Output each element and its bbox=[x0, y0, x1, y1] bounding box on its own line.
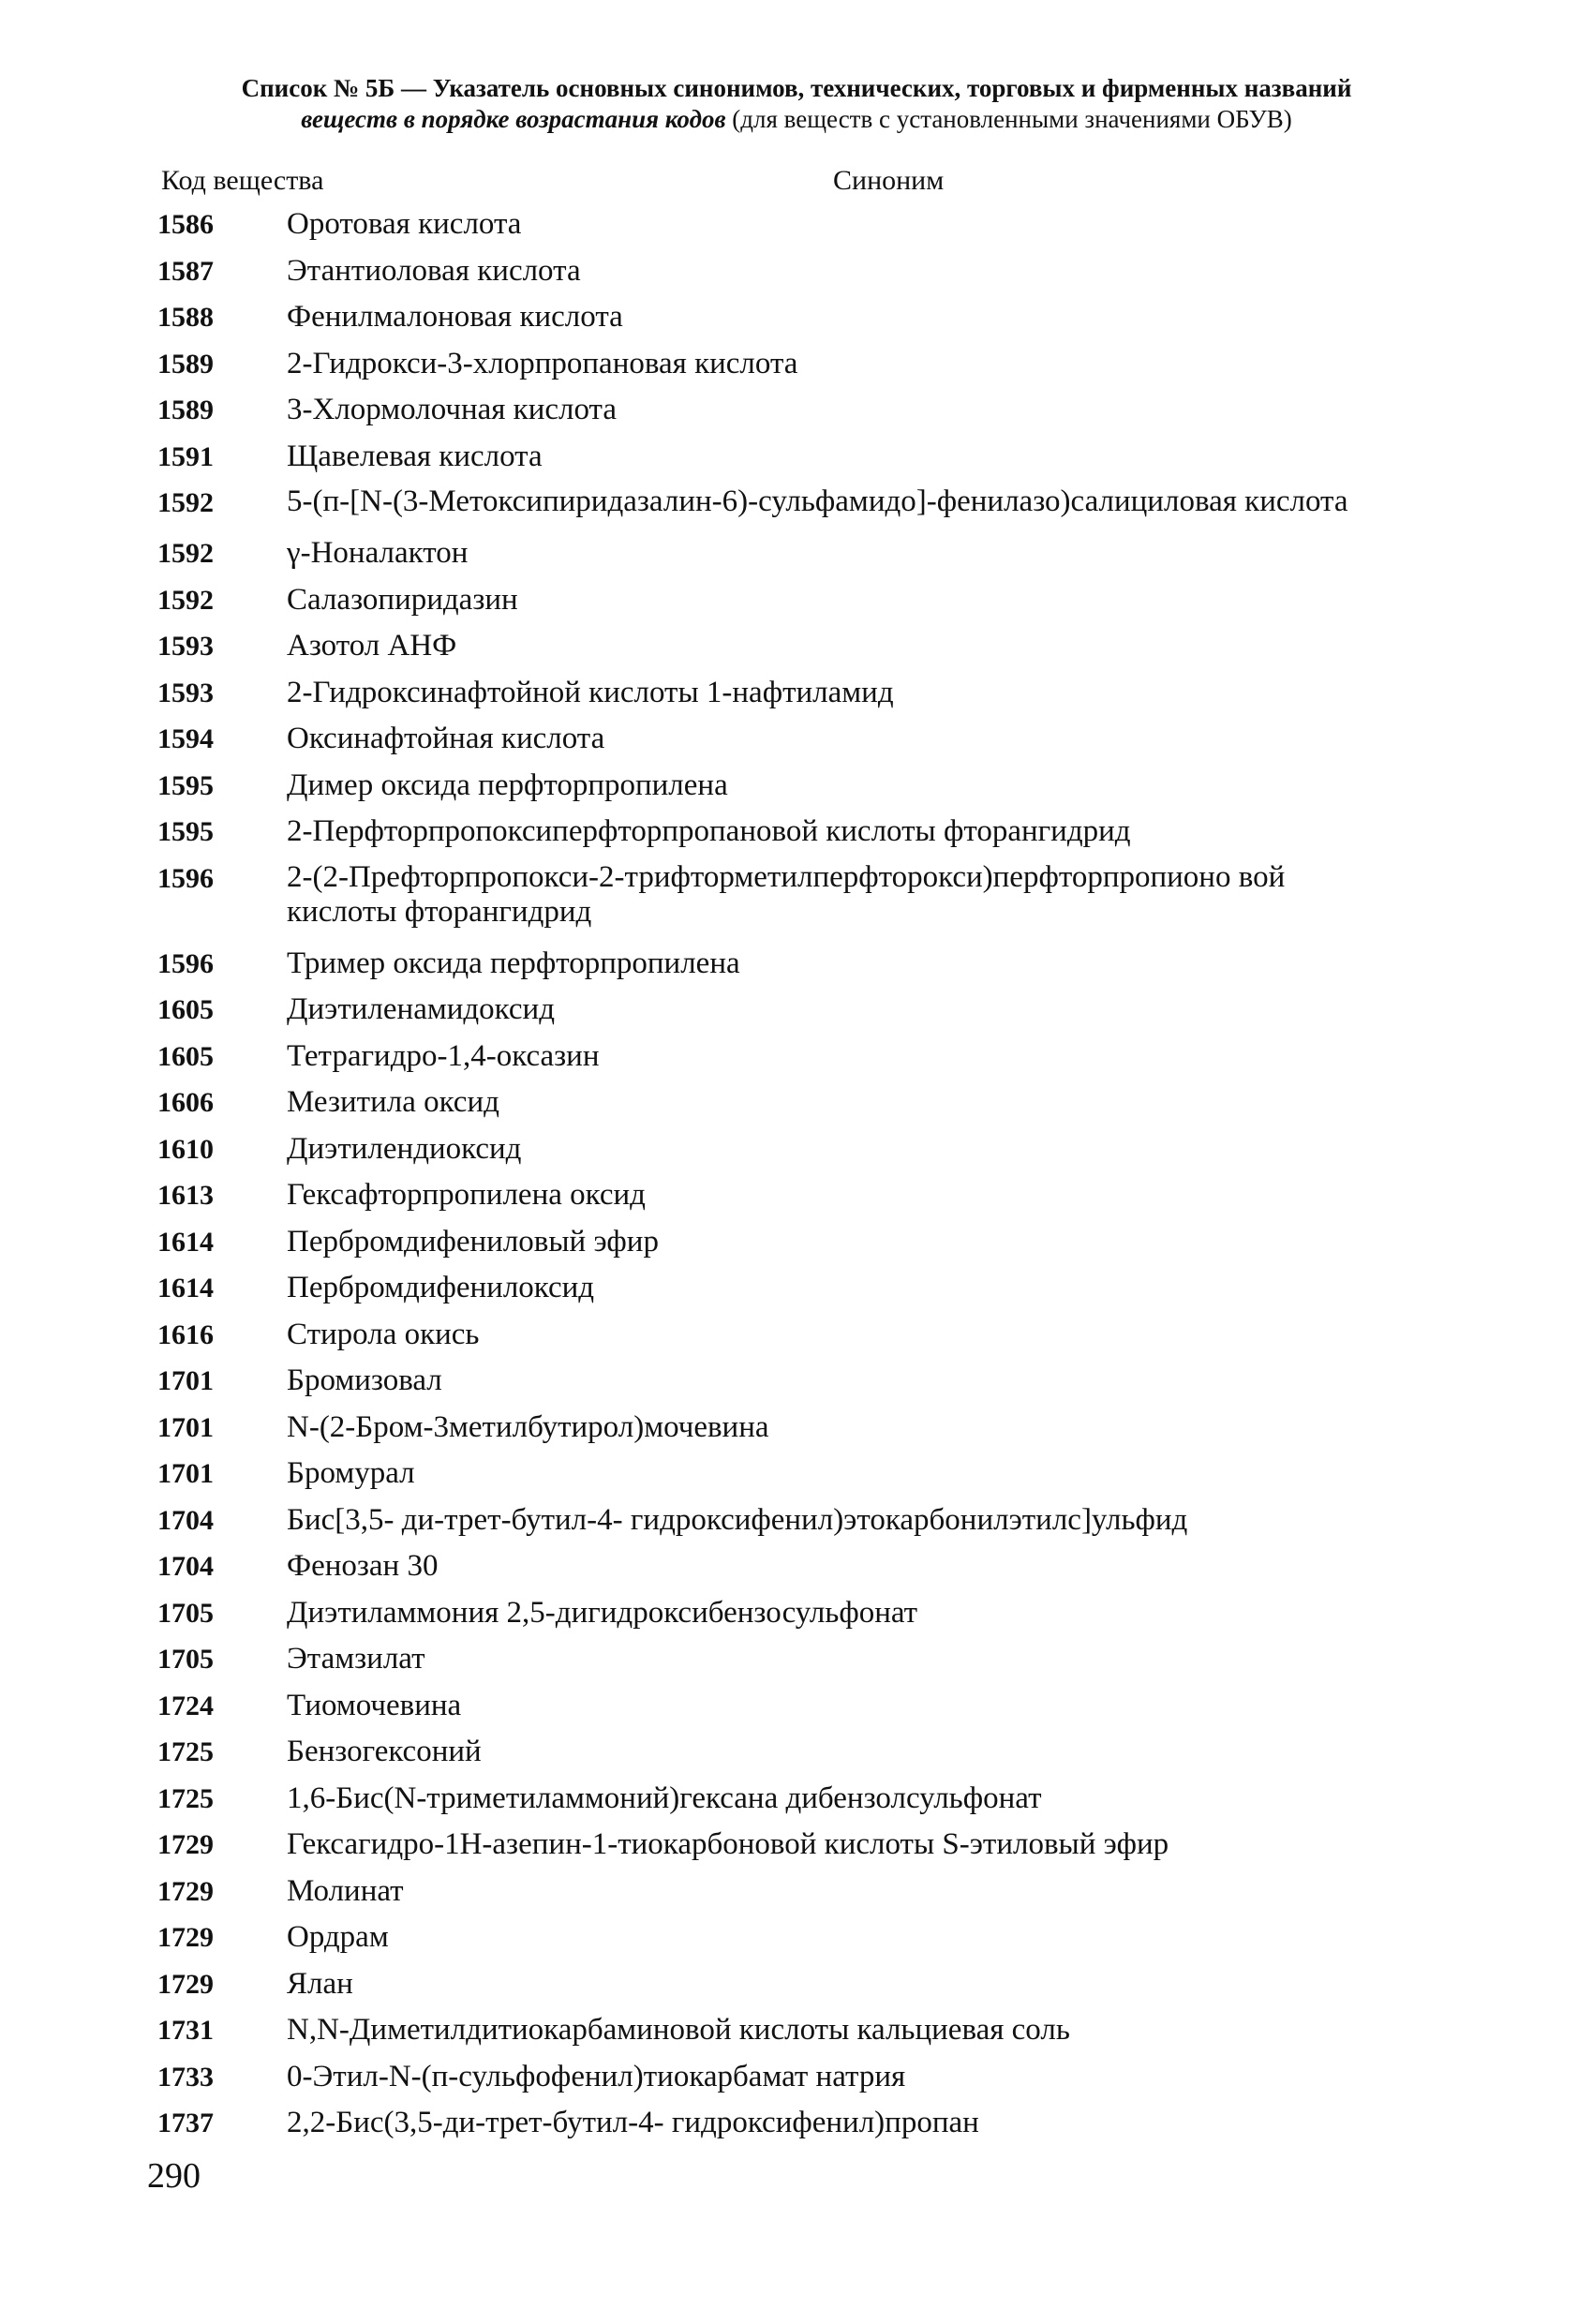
row-synonym: Бензогексоний bbox=[287, 1735, 482, 1768]
row-code: 1595 bbox=[157, 816, 214, 847]
row-synonym: Этамзилат bbox=[287, 1642, 425, 1676]
row-code: 1593 bbox=[157, 677, 214, 708]
row-synonym: Фенилмалоновая кислота bbox=[287, 300, 623, 334]
row-synonym: 3-Хлормолочная кислота bbox=[287, 393, 618, 426]
table-row bbox=[0, 987, 1593, 1034]
table-row bbox=[0, 1265, 1593, 1312]
table-row bbox=[0, 1172, 1593, 1219]
table-row bbox=[0, 1914, 1593, 1961]
row-synonym: Тетрагидро-1,4-оксазин bbox=[287, 1038, 600, 1073]
row-code: 1701 bbox=[157, 1411, 214, 1443]
row-synonym: Диэтиламмония 2,5-дигидроксибензосульфонат bbox=[287, 1595, 918, 1630]
row-code: 1733 bbox=[157, 2061, 214, 2093]
table-row bbox=[0, 716, 1593, 763]
table-row bbox=[0, 1729, 1593, 1776]
row-synonym: Оротовая кислота bbox=[287, 207, 522, 241]
row-code: 1596 bbox=[157, 862, 214, 894]
row-code: 1591 bbox=[157, 440, 214, 472]
row-code: 1605 bbox=[157, 1040, 214, 1072]
header-title-line2 bbox=[141, 104, 1452, 135]
row-code: 1587 bbox=[157, 255, 214, 287]
row-code: 1701 bbox=[157, 1458, 214, 1489]
row-synonym: Мезитила оксид bbox=[287, 1085, 499, 1119]
table-row bbox=[0, 1405, 1593, 1452]
row-synonym: N-(2-Бром-3метилбутирол)мочевина bbox=[287, 1409, 769, 1444]
table-row bbox=[0, 1219, 1593, 1266]
row-code: 1705 bbox=[157, 1644, 214, 1675]
row-code: 1729 bbox=[157, 1875, 214, 1907]
row-synonym: 0-Этил-N-(п-сульфофенил)тиокарбамат натрия bbox=[287, 2059, 906, 2093]
row-code: 1593 bbox=[157, 631, 214, 662]
row-code: 1592 bbox=[157, 487, 214, 518]
row-synonym: 2-(2-Префторпропокси-2-трифторметилперфторокси)перфторпропионо вой кислоты фторангидрид bbox=[287, 859, 1286, 929]
table-row bbox=[0, 1126, 1593, 1173]
row-synonym: Молинат bbox=[287, 1873, 404, 1908]
row-synonym: 1,6-Бис(N-триметиламмоний)гексана дибензолсульфонат bbox=[287, 1780, 1042, 1815]
row-code: 1586 bbox=[157, 209, 214, 240]
table-row bbox=[0, 1543, 1593, 1590]
table-row bbox=[0, 2100, 1593, 2147]
table-row bbox=[0, 1451, 1593, 1497]
row-synonym: 2-Гидроксинафтойной кислоты 1-нафтиламид bbox=[287, 675, 894, 709]
table-row bbox=[0, 577, 1593, 624]
table-row bbox=[0, 1776, 1593, 1823]
row-code: 1704 bbox=[157, 1504, 214, 1536]
row-synonym: Этантиоловая кислота bbox=[287, 253, 581, 288]
table-row bbox=[0, 1497, 1593, 1544]
table-row bbox=[0, 248, 1593, 295]
row-synonym: Ялан bbox=[287, 1966, 353, 2001]
row-code: 1595 bbox=[157, 769, 214, 801]
row-code: 1704 bbox=[157, 1551, 214, 1582]
table-row bbox=[0, 387, 1593, 434]
row-code: 1729 bbox=[157, 1829, 214, 1860]
column-header-code: Код вещества bbox=[161, 165, 324, 196]
row-synonym: Тример оксида перфторпропилена bbox=[287, 946, 740, 980]
table-row bbox=[0, 434, 1593, 481]
table-row bbox=[0, 1080, 1593, 1126]
row-code: 1729 bbox=[157, 1922, 214, 1953]
table-row bbox=[0, 530, 1593, 577]
row-code: 1731 bbox=[157, 2015, 214, 2046]
table-row bbox=[0, 1683, 1593, 1730]
row-code: 1596 bbox=[157, 947, 214, 979]
table-row bbox=[0, 2007, 1593, 2054]
row-synonym: 2-Гидрокси-3-хлорпропановая кислота bbox=[287, 346, 798, 380]
table-row bbox=[0, 1822, 1593, 1869]
row-synonym: N,N-Диметилдитиокарбаминовой кислоты кальциевая соль bbox=[287, 2013, 1070, 2047]
table-row bbox=[0, 763, 1593, 810]
table-row bbox=[0, 1034, 1593, 1080]
row-synonym: Азотол АНФ bbox=[287, 629, 457, 663]
row-synonym: Бис[3,5- ди-трет-бутил-4- гидроксифенил)этокарбонилэтилс]ульфид bbox=[287, 1502, 1188, 1537]
row-synonym: Ордрам bbox=[287, 1920, 389, 1954]
table-row bbox=[0, 670, 1593, 717]
table-row bbox=[0, 294, 1593, 341]
column-header-synonym: Синоним bbox=[833, 165, 945, 196]
table-row bbox=[0, 1636, 1593, 1683]
row-synonym: Гексафторпропилена оксид bbox=[287, 1178, 646, 1212]
table-row bbox=[0, 623, 1593, 670]
row-synonym: Стирола окись bbox=[287, 1317, 480, 1351]
row-code: 1613 bbox=[157, 1180, 214, 1211]
row-code: 1616 bbox=[157, 1318, 214, 1350]
row-synonym: Фенозан 30 bbox=[287, 1549, 439, 1583]
table-row bbox=[0, 941, 1593, 988]
row-synonym: Диэтилендиоксид bbox=[287, 1131, 522, 1166]
table-row bbox=[0, 1961, 1593, 2008]
row-synonym: Оксинафтойная кислота bbox=[287, 722, 605, 755]
row-code: 1592 bbox=[157, 538, 214, 569]
row-synonym: Пербромдифенилоксид bbox=[287, 1271, 595, 1304]
row-synonym: Пербромдифениловый эфир bbox=[287, 1224, 659, 1259]
table-row bbox=[0, 856, 1593, 941]
row-code: 1589 bbox=[157, 348, 214, 380]
table-row bbox=[0, 809, 1593, 856]
row-synonym: Салазопиридазин bbox=[287, 582, 518, 617]
page-number: 290 bbox=[147, 2156, 201, 2196]
row-code: 1594 bbox=[157, 723, 214, 754]
row-code: 1737 bbox=[157, 2108, 214, 2138]
row-code: 1725 bbox=[157, 1736, 214, 1767]
table-row bbox=[0, 341, 1593, 388]
table-row bbox=[0, 1358, 1593, 1405]
row-synonym: γ-Ноналактон bbox=[287, 536, 469, 570]
row-code: 1589 bbox=[157, 395, 214, 425]
row-code: 1614 bbox=[157, 1273, 214, 1304]
row-synonym: Щавелевая кислота bbox=[287, 439, 543, 473]
row-synonym: Бромурал bbox=[287, 1456, 415, 1490]
row-code: 1592 bbox=[157, 584, 214, 616]
row-code: 1725 bbox=[157, 1782, 214, 1814]
row-code: 1701 bbox=[157, 1365, 214, 1396]
row-code: 1606 bbox=[157, 1087, 214, 1118]
table-row bbox=[0, 2054, 1593, 2101]
table-row bbox=[0, 201, 1593, 248]
row-synonym: 2,2-Бис(3,5-ди-трет-бутил-4- гидроксифенил)пропан bbox=[287, 2106, 979, 2139]
row-synonym: Диэтиленамидоксид bbox=[287, 992, 555, 1026]
row-code: 1605 bbox=[157, 994, 214, 1025]
header-title-line2-italic: веществ в порядке возрастания кодов bbox=[301, 105, 726, 133]
synonym-table bbox=[0, 201, 1593, 2147]
row-synonym: Гексагидро-1Н-азепин-1-тиокарбоновой кислоты S-этиловый эфир bbox=[287, 1827, 1169, 1861]
row-synonym: Тиомочевина bbox=[287, 1688, 462, 1722]
row-code: 1614 bbox=[157, 1226, 214, 1258]
row-code: 1729 bbox=[157, 1968, 214, 2000]
header-title-line1: Список № 5Б — Указатель основных синонимов, технических, торговых и фирменных названий bbox=[241, 74, 1352, 102]
row-synonym: Димер оксида перфторпропилена bbox=[287, 767, 728, 802]
row-synonym: 2-Перфторпропоксиперфторпропановой кислоты фторангидрид bbox=[287, 814, 1131, 848]
row-code: 1610 bbox=[157, 1133, 214, 1165]
header-title-line2-rest: (для веществ с установленными значениями ОБУВ) bbox=[725, 105, 1292, 133]
row-synonym: Бромизовал bbox=[287, 1363, 442, 1397]
table-row bbox=[0, 1312, 1593, 1359]
table-row bbox=[0, 1590, 1593, 1637]
table-row bbox=[0, 480, 1593, 530]
row-code: 1588 bbox=[157, 302, 214, 333]
row-code: 1705 bbox=[157, 1597, 214, 1629]
table-row bbox=[0, 1869, 1593, 1915]
row-synonym: 5-(п-[N-(3-Метоксипиридазалин-6)-сульфамидо]-фенилазо)салициловая кислота bbox=[287, 484, 1348, 518]
page-header bbox=[141, 73, 1452, 135]
row-code: 1724 bbox=[157, 1690, 214, 1721]
